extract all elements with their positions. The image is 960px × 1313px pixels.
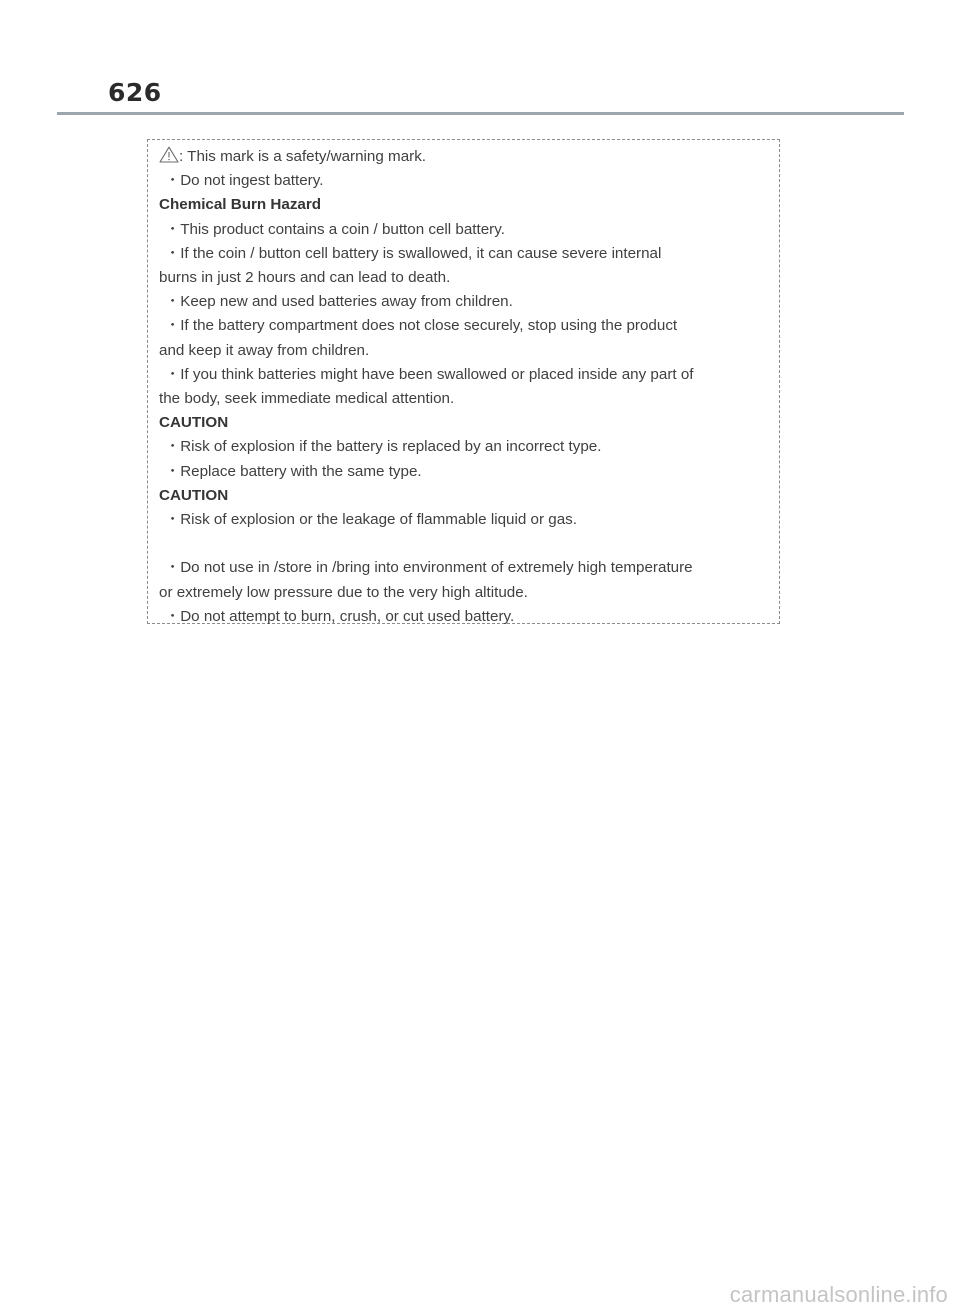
caution2-item-2: ・Do not use in /store in /bring into environment of extremely high temperature xyxy=(165,559,693,577)
caution1-item-2: ・Replace battery with the same type. xyxy=(165,462,422,480)
chemical-item-5: ・If you think batteries might have been swallowed or placed inside any part of xyxy=(165,365,694,383)
chemical-item-3: ・Keep new and used batteries away from children. xyxy=(165,293,513,311)
chemical-item-2-cont: burns in just 2 hours and can lead to death. xyxy=(159,269,451,287)
warning-mark-line xyxy=(159,145,779,169)
battery-warning-box xyxy=(147,139,780,624)
caution1-item-1: ・Risk of explosion if the battery is replaced by an incorrect type. xyxy=(165,438,602,456)
chemical-item-4-cont: and keep it away from children. xyxy=(159,341,370,359)
caution2-item-2-cont: or extremely low pressure due to the very high altitude. xyxy=(159,583,528,601)
ingest-warning: ・Do not ingest battery. xyxy=(165,172,324,190)
blank-line xyxy=(159,532,779,556)
header-divider xyxy=(57,112,904,115)
chemical-burn-heading: Chemical Burn Hazard xyxy=(159,196,322,214)
caution-heading-1: CAUTION xyxy=(159,414,229,432)
caution2-item-1: ・Risk of explosion or the leakage of flammable liquid or gas. xyxy=(165,511,577,529)
chemical-item-4: ・If the battery compartment does not close securely, stop using the product xyxy=(165,317,678,335)
warning-mark-text: : This mark is a safety/warning mark. xyxy=(179,148,427,165)
page-number: 626 xyxy=(108,78,162,107)
chemical-item-1: ・This product contains a coin / button cell battery. xyxy=(165,220,505,238)
watermark: carmanualsonline.info xyxy=(729,1282,948,1307)
warning-triangle-icon xyxy=(159,146,179,163)
chemical-item-2: ・If the coin / button cell battery is swallowed, it can cause severe internal xyxy=(165,244,662,262)
chemical-item-5-cont: the body, seek immediate medical attention. xyxy=(159,390,455,408)
caution-heading-2: CAUTION xyxy=(159,486,229,504)
caution2-item-3: ・Do not attempt to burn, crush, or cut used battery. xyxy=(165,607,515,625)
